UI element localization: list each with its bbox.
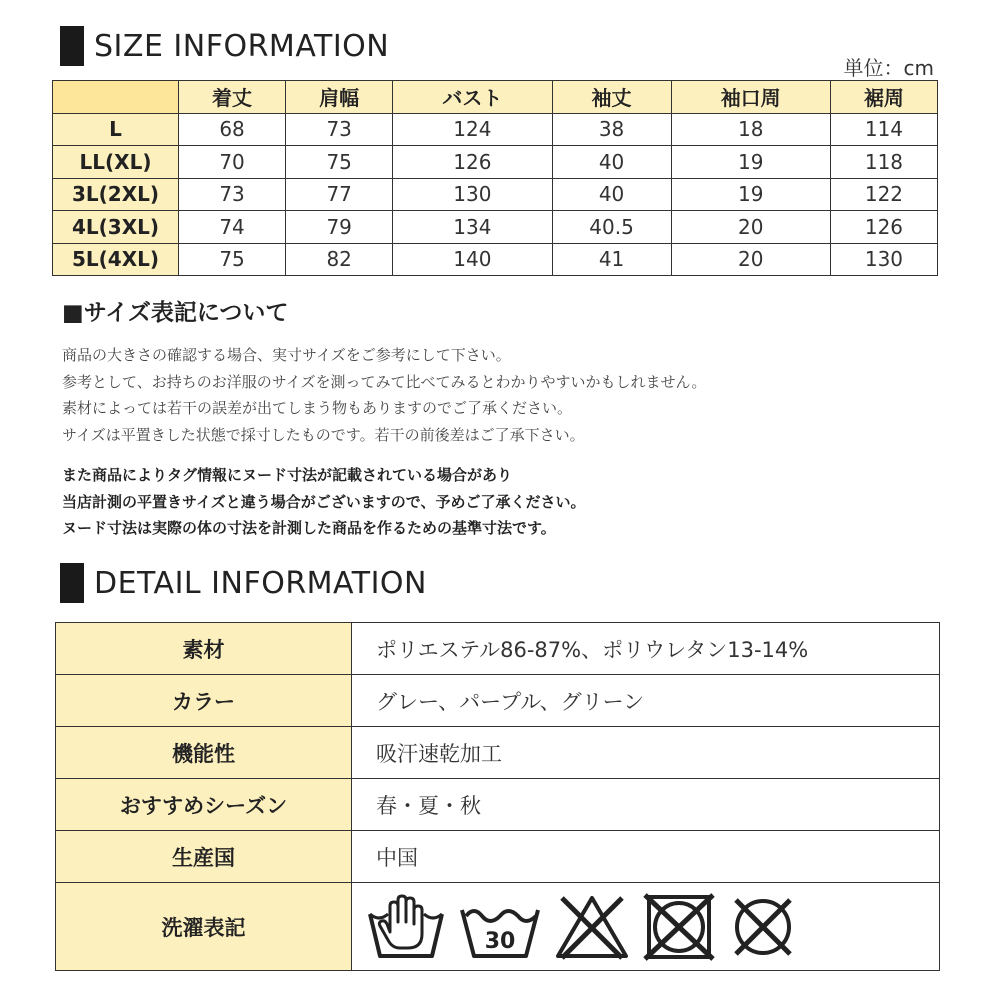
detail-row	[56, 779, 940, 831]
table-cell: 134	[393, 211, 552, 244]
care-row	[56, 883, 940, 971]
table-cell: 126	[830, 211, 937, 244]
detail-label: 生産国	[56, 831, 352, 883]
column-header: 袖口周	[671, 81, 830, 114]
table-cell: 20	[671, 243, 830, 276]
notes-line: サイズは平置きした状態で採寸したものです。若干の前後差はご了承下さい。	[62, 425, 585, 444]
column-header: 肩幅	[286, 81, 393, 114]
notes-bold-line: また商品によりタグ情報にヌード寸法が記載されている場合があり	[62, 466, 513, 484]
notes-line: 参考として、お持ちのお洋服のサイズを測ってみて比べてみるとわかりやすいかもしれません。	[62, 372, 707, 391]
size-label: 4L(3XL)	[53, 211, 179, 244]
size-label: 3L(2XL)	[53, 178, 179, 211]
hand-wash-icon	[366, 892, 446, 962]
table-cell: 74	[179, 211, 286, 244]
detail-value: 吸汗速乾加工	[352, 727, 940, 779]
no-bleach-icon	[554, 892, 630, 962]
wash-temperature: 30	[484, 928, 516, 954]
wash-30-icon	[458, 892, 542, 962]
notes-title: ■サイズ表記について	[62, 300, 289, 326]
no-tumble-dry-icon	[642, 892, 716, 962]
table-cell: 40	[552, 178, 671, 211]
table-cell: 82	[286, 243, 393, 276]
table-cell: 19	[671, 146, 830, 179]
size-label: 5L(4XL)	[53, 243, 179, 276]
detail-row	[56, 623, 940, 675]
table-cell: 126	[393, 146, 552, 179]
detail-row	[56, 727, 940, 779]
care-icons-cell	[352, 883, 940, 971]
detail-value: 中国	[352, 831, 940, 883]
table-cell: 124	[393, 113, 552, 146]
table-cell: 38	[552, 113, 671, 146]
column-header: 袖丈	[552, 81, 671, 114]
detail-section-title: DETAIL INFORMATION	[94, 565, 427, 601]
size-section-header	[60, 26, 389, 66]
detail-label: おすすめシーズン	[56, 779, 352, 831]
detail-value: 春・夏・秋	[352, 779, 940, 831]
table-row	[53, 211, 938, 244]
table-cell: 75	[286, 146, 393, 179]
table-cell: 73	[286, 113, 393, 146]
header-bar	[60, 563, 84, 603]
size-label: L	[53, 113, 179, 146]
detail-table	[55, 622, 940, 971]
notes-bold-line: 当店計測の平置きサイズと違う場合がございますので、予めご了承ください。	[62, 492, 586, 511]
table-cell: 41	[552, 243, 671, 276]
table-cell: 70	[179, 146, 286, 179]
header-bar	[60, 26, 84, 66]
no-dry-clean-icon	[728, 892, 798, 962]
detail-row	[56, 831, 940, 883]
table-cell: 130	[830, 243, 937, 276]
table-cell: 40.5	[552, 211, 671, 244]
detail-value: ポリエステル86-87%、ポリウレタン13-14%	[352, 623, 940, 675]
table-cell: 130	[393, 178, 552, 211]
size-section-title: SIZE INFORMATION	[94, 28, 390, 64]
table-row	[53, 178, 938, 211]
table-row	[53, 113, 938, 146]
unit-label: 単位：cm	[843, 56, 934, 80]
size-label: LL(XL)	[53, 146, 179, 179]
detail-label: 機能性	[56, 727, 352, 779]
table-cell: 18	[671, 113, 830, 146]
detail-label: カラー	[56, 675, 352, 727]
table-row	[53, 146, 938, 179]
notes-emphasis	[62, 462, 586, 542]
notes-line: 商品の大きさの確認する場合、実寸サイズをご参考にして下さい。	[62, 346, 511, 364]
table-cell: 40	[552, 146, 671, 179]
size-table-header-row	[53, 81, 938, 114]
column-header: 着丈	[179, 81, 286, 114]
detail-row	[56, 675, 940, 727]
notes-body	[62, 342, 706, 448]
table-cell: 77	[286, 178, 393, 211]
column-header: バスト	[393, 81, 552, 114]
detail-value: グレー、パープル、グリーン	[352, 675, 940, 727]
notes-bold-line: ヌード寸法は実際の体の寸法を計測した商品を作るための基準寸法です。	[62, 519, 556, 537]
table-cell: 114	[830, 113, 937, 146]
column-header: 裾周	[830, 81, 937, 114]
size-table-corner	[53, 81, 179, 114]
table-cell: 20	[671, 211, 830, 244]
table-cell: 19	[671, 178, 830, 211]
detail-label: 素材	[56, 623, 352, 675]
table-cell: 140	[393, 243, 552, 276]
table-row	[53, 243, 938, 276]
table-cell: 68	[179, 113, 286, 146]
table-cell: 75	[179, 243, 286, 276]
table-cell: 122	[830, 178, 937, 211]
care-label: 洗濯表記	[56, 883, 352, 971]
size-table	[52, 80, 938, 276]
care-icons	[352, 892, 939, 962]
notes-line: 素材によっては若干の誤差が出てしまう物もありますのでご了承ください。	[62, 399, 573, 417]
detail-section-header	[60, 563, 427, 603]
table-cell: 79	[286, 211, 393, 244]
table-cell: 73	[179, 178, 286, 211]
table-cell: 118	[830, 146, 937, 179]
